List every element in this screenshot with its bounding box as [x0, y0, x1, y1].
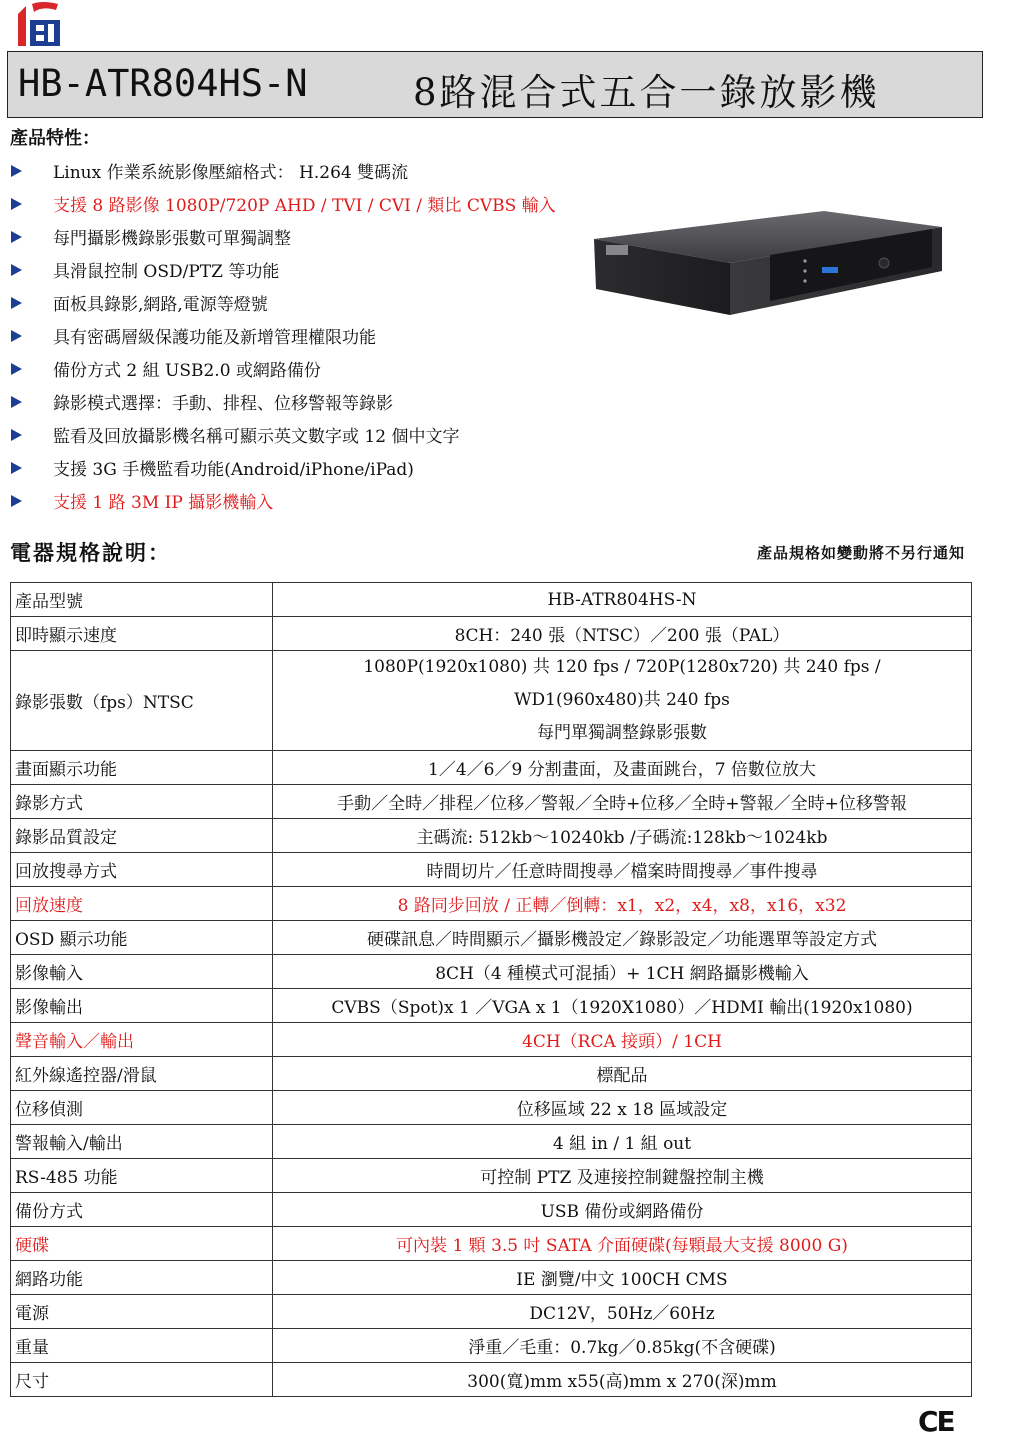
specs-table	[10, 582, 972, 1397]
spec-value-line: 1080P(1920x1080) 共 120 fps / 720P(1280x720) 共 240 fps /	[363, 657, 881, 677]
spec-label: 回放速度	[11, 887, 273, 921]
spec-row	[11, 853, 972, 887]
spec-row	[11, 583, 972, 617]
triangle-bullet-icon	[10, 198, 22, 210]
feature-item	[10, 253, 610, 286]
spec-value: 標配品	[273, 1057, 972, 1091]
spec-value: DC12V，50Hz／60Hz	[273, 1295, 972, 1329]
spec-value: 淨重／毛重：0.7kg／0.85kg(不含硬碟)	[273, 1329, 972, 1363]
spec-label: 硬碟	[11, 1227, 273, 1261]
triangle-bullet-icon	[10, 231, 22, 243]
feature-item	[10, 484, 610, 517]
specs-heading: 電器規格說明：	[10, 540, 171, 565]
spec-row	[11, 617, 972, 651]
spec-label: 電源	[11, 1295, 273, 1329]
spec-row	[11, 1193, 972, 1227]
spec-value-line: WD1(960x480)共 240 fps	[514, 690, 730, 710]
spec-value: 主碼流: 512kb～10240kb /子碼流:128kb～1024kb	[273, 819, 972, 853]
triangle-bullet-icon	[10, 396, 22, 408]
spec-label: 網路功能	[11, 1261, 273, 1295]
spec-row	[11, 955, 972, 989]
spec-row	[11, 751, 972, 785]
spec-label: 聲音輸入／輸出	[11, 1023, 273, 1057]
title-bar	[7, 51, 983, 118]
spec-label: RS-485 功能	[11, 1159, 273, 1193]
spec-row	[11, 1363, 972, 1397]
feature-item	[10, 385, 610, 418]
spec-value-line: 每門單獨調整錄影張數	[537, 723, 707, 743]
feature-item	[10, 220, 610, 253]
spec-row	[11, 785, 972, 819]
spec-value: 8CH：240 張（NTSC）／200 張（PAL）	[273, 617, 972, 651]
spec-label: 備份方式	[11, 1193, 273, 1227]
spec-value: CVBS（Spot)x 1 ／VGA x 1（1920X1080）／HDMI 輸出(1920x1080)	[273, 989, 972, 1023]
spec-row	[11, 1057, 972, 1091]
spec-label: 警報輸入/輸出	[11, 1125, 273, 1159]
spec-value: 位移區域 22 x 18 區域設定	[273, 1091, 972, 1125]
feature-item	[10, 286, 610, 319]
features-heading: 產品特性：	[10, 128, 100, 149]
spec-label: 位移偵測	[11, 1091, 273, 1125]
spec-label: 紅外線遙控器/滑鼠	[11, 1057, 273, 1091]
dvr-product-photo	[590, 205, 990, 365]
spec-row	[11, 1159, 972, 1193]
spec-row	[11, 1023, 972, 1057]
feature-text: 支援 8 路影像 1080P/720P AHD / TVI / CVI / 類比 CVBS 輸入	[53, 196, 556, 216]
spec-label: 影像輸出	[11, 989, 273, 1023]
spec-value: 4 組 in / 1 組 out	[273, 1125, 972, 1159]
spec-row	[11, 819, 972, 853]
feature-item	[10, 187, 610, 220]
model-number: HB-ATR804HS-N	[18, 62, 308, 105]
spec-value: 8 路同步回放 / 正轉／倒轉：x1，x2，x4，x8，x16，x32	[273, 887, 972, 921]
feature-text: 備份方式 2 組 USB2.0 或網路備份	[53, 361, 321, 381]
spec-label: OSD 顯示功能	[11, 921, 273, 955]
spec-value: 可內裝 1 顆 3.5 吋 SATA 介面硬碟(每顆最大支援 8000 G)	[273, 1227, 972, 1261]
spec-value: HB-ATR804HS-N	[273, 583, 972, 617]
feature-text: 具有密碼層級保護功能及新增管理權限功能	[53, 328, 376, 348]
feature-text: Linux 作業系統影像壓縮格式： H.264 雙碼流	[53, 163, 409, 183]
triangle-bullet-icon	[10, 462, 22, 474]
spec-value: 1／4／6／9 分割畫面，及畫面跳台，7 倍數位放大	[273, 751, 972, 785]
spec-row	[11, 1227, 972, 1261]
spec-label: 重量	[11, 1329, 273, 1363]
feature-list	[10, 154, 610, 517]
spec-value: 300(寬)mm x55(高)mm x 270(深)mm	[273, 1363, 972, 1397]
feature-item	[10, 352, 610, 385]
specs-note: 產品規格如變動將不另行通知	[756, 544, 965, 562]
spec-value: 8CH（4 種模式可混插）+ 1CH 網路攝影機輸入	[273, 955, 972, 989]
feature-text: 監看及回放攝影機名稱可顯示英文數字或 12 個中文字	[53, 427, 460, 447]
spec-label: 回放搜尋方式	[11, 853, 273, 887]
spec-value: 4CH（RCA 接頭）/ 1CH	[273, 1023, 972, 1057]
company-logo	[12, 0, 64, 50]
triangle-bullet-icon	[10, 330, 22, 342]
spec-row	[11, 887, 972, 921]
spec-label: 錄影品質設定	[11, 819, 273, 853]
spec-row	[11, 1329, 972, 1363]
triangle-bullet-icon	[10, 264, 22, 276]
feature-item	[10, 319, 610, 352]
feature-text: 具滑鼠控制 OSD/PTZ 等功能	[53, 262, 280, 282]
spec-row	[11, 1261, 972, 1295]
ce-mark: CE	[918, 1405, 954, 1438]
spec-label: 影像輸入	[11, 955, 273, 989]
spec-label: 即時顯示速度	[11, 617, 273, 651]
triangle-bullet-icon	[10, 297, 22, 309]
triangle-bullet-icon	[10, 363, 22, 375]
feature-text: 每門攝影機錄影張數可單獨調整	[53, 229, 291, 249]
spec-value: 手動／全時／排程／位移／警報／全時+位移／全時+警報／全時+位移警報	[273, 785, 972, 819]
product-name: 8路混合式五合一錄放影機	[413, 71, 880, 114]
triangle-bullet-icon	[10, 165, 22, 177]
triangle-bullet-icon	[10, 429, 22, 441]
feature-text: 面板具錄影,網路,電源等燈號	[53, 295, 268, 315]
spec-label: 錄影張數（fps）NTSC	[11, 651, 273, 751]
feature-item	[10, 451, 610, 484]
spec-row	[11, 1091, 972, 1125]
spec-row	[11, 1295, 972, 1329]
feature-item	[10, 418, 610, 451]
spec-value: 時間切片／任意時間搜尋／檔案時間搜尋／事件搜尋	[273, 853, 972, 887]
feature-text: 支援 1 路 3M IP 攝影機輸入	[53, 493, 274, 513]
spec-row	[11, 989, 972, 1023]
spec-label: 尺寸	[11, 1363, 273, 1397]
spec-value: 硬碟訊息／時間顯示／攝影機設定／錄影設定／功能選單等設定方式	[273, 921, 972, 955]
feature-text: 支援 3G 手機監看功能(Android/iPhone/iPad)	[53, 460, 414, 480]
spec-label: 錄影方式	[11, 785, 273, 819]
spec-row	[11, 651, 972, 751]
spec-value: 可控制 PTZ 及連接控制鍵盤控制主機	[273, 1159, 972, 1193]
spec-value: IE 瀏覽/中文 100CH CMS	[273, 1261, 972, 1295]
spec-row	[11, 921, 972, 955]
spec-row	[11, 1125, 972, 1159]
spec-value: USB 備份或網路備份	[273, 1193, 972, 1227]
feature-text: 錄影模式選擇：手動、排程、位移警報等錄影	[53, 394, 393, 414]
spec-value	[273, 651, 972, 751]
spec-label: 畫面顯示功能	[11, 751, 273, 785]
triangle-bullet-icon	[10, 495, 22, 507]
spec-label: 產品型號	[11, 583, 273, 617]
feature-item	[10, 154, 610, 187]
